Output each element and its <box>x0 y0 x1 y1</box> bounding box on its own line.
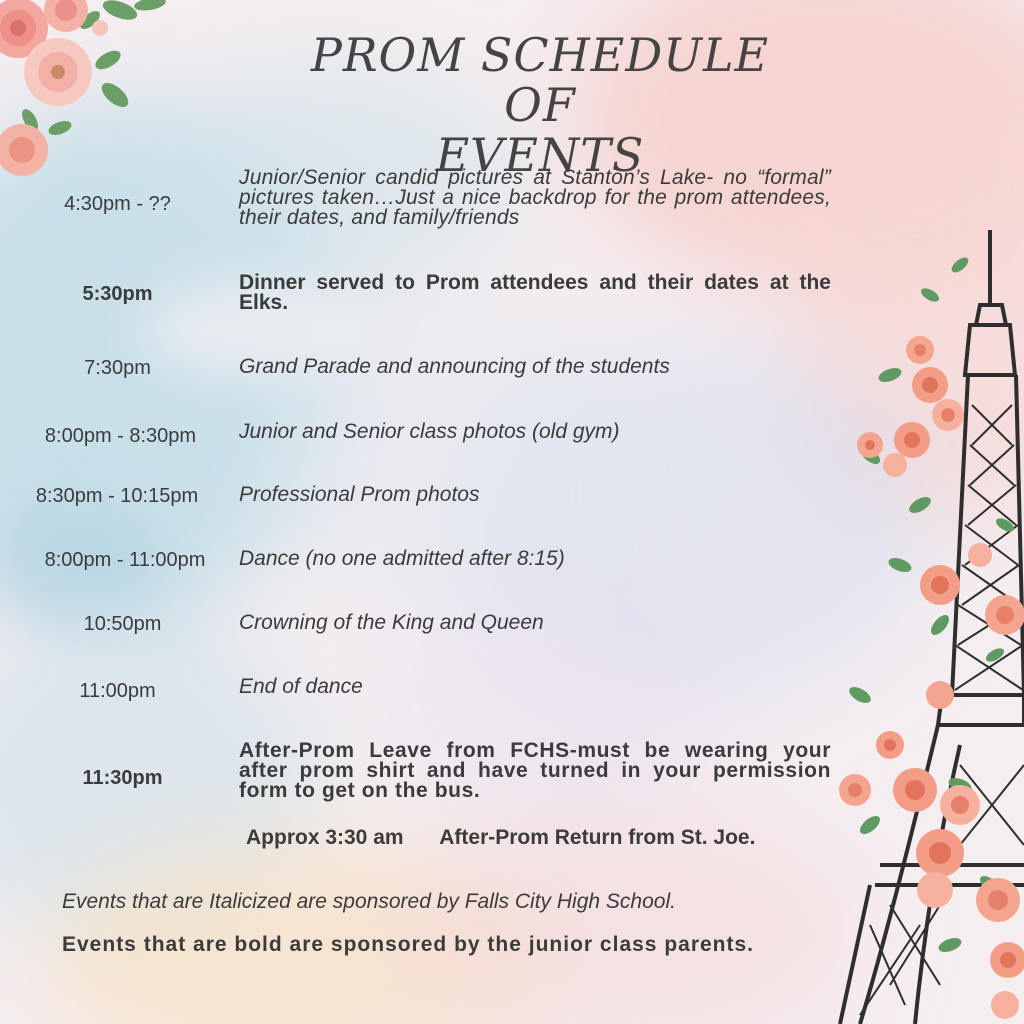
schedule-time: 8:00pm - 11:00pm <box>44 549 206 571</box>
title-line-2: EVENTS <box>435 128 645 182</box>
schedule-event: After-Prom Leave from FCHS-must be wearing your after prom shirt and have turned in your permission form to get on the bus. <box>239 739 831 802</box>
return-event: After-Prom Return from St. Joe. <box>439 826 756 849</box>
page-title <box>270 30 810 180</box>
return-time: Approx 3:30 am <box>246 826 404 849</box>
schedule-event: End of dance <box>239 675 363 698</box>
schedule-time: 8:00pm - 8:30pm <box>44 425 197 447</box>
title-line-1: PROM SCHEDULE OF <box>310 28 770 132</box>
schedule-time: 7:30pm <box>84 357 151 379</box>
schedule-event: Professional Prom photos <box>239 483 480 506</box>
schedule-time: 4:30pm - ?? <box>64 193 171 215</box>
schedule-event: Grand Parade and announcing of the students <box>239 355 670 378</box>
schedule-event: Junior/Senior candid pictures at Stanton’s Lake- no “formal” pictures taken…Just a nice backdrop for the prom attendees, their dates, and family/friends <box>239 166 831 229</box>
bold-sponsor-note: Events that are bold are sponsored by the junior class parents. <box>62 933 755 956</box>
schedule-event: Dance (no one admitted after 8:15) <box>239 547 565 570</box>
schedule-event: Crowning of the King and Queen <box>239 611 544 634</box>
schedule-time: 8:30pm - 10:15pm <box>35 485 199 507</box>
schedule-time: 5:30pm <box>82 283 153 305</box>
italic-sponsor-note: Events that are Italicized are sponsored by Falls City High School. <box>62 890 676 913</box>
rose-bouquet-icon <box>0 0 210 190</box>
after-prom-return <box>246 826 755 850</box>
eiffel-tower-icon <box>830 225 1024 1024</box>
schedule-event: Dinner served to Prom attendees and their dates at the Elks. <box>239 271 831 314</box>
schedule-time: 10:50pm <box>83 613 162 635</box>
schedule-event: Junior and Senior class photos (old gym) <box>239 420 620 443</box>
schedule-time: 11:30pm <box>82 767 163 789</box>
schedule-time: 11:00pm <box>79 680 156 702</box>
